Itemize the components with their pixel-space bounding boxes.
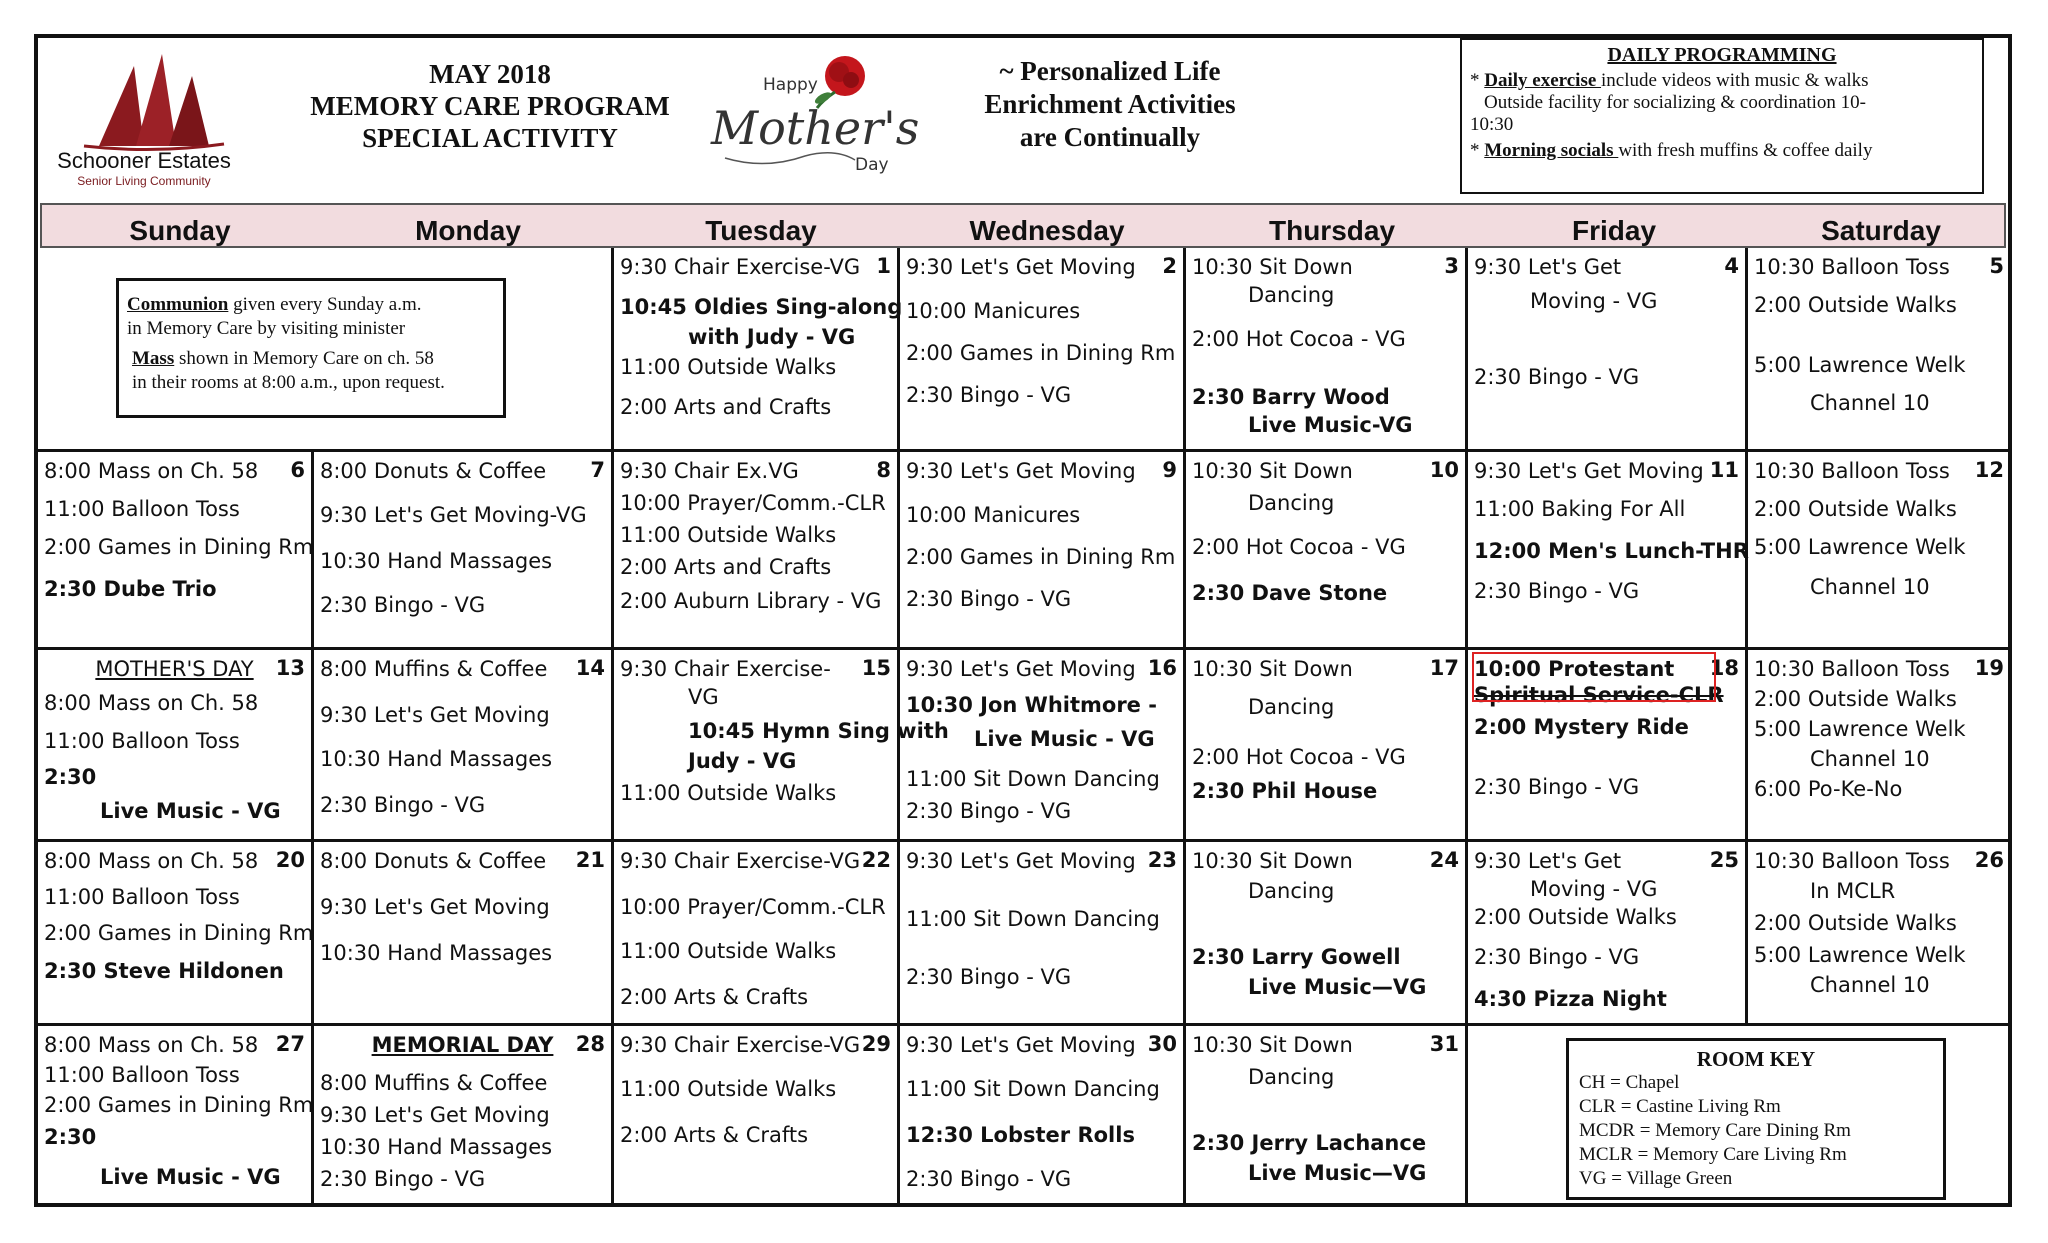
event-line: 2:30 <box>44 765 97 789</box>
day-number: 12 <box>1974 458 2004 482</box>
event-line: 11:00 Sit Down Dancing <box>906 907 1160 931</box>
event-line: MEMORIAL DAY <box>371 1033 554 1057</box>
day-cell[interactable] <box>314 842 614 1026</box>
room-key-entry: MCDR = Memory Care Dining Rm <box>1579 1120 1851 1141</box>
communion-note <box>116 278 506 418</box>
schooner-estates-logo <box>44 46 244 196</box>
communion-line-3: Mass shown in Memory Care on ch. 58 <box>132 348 434 369</box>
day-cell[interactable] <box>900 1026 1186 1206</box>
day-friday: Friday <box>1571 215 1657 246</box>
event-line: 10:30 Balloon Toss <box>1754 459 1950 483</box>
event-line: 11:00 Baking For All <box>1474 497 1686 521</box>
event-line: 8:00 Donuts & Coffee <box>320 849 547 873</box>
event-line: 8:00 Mass on Ch. 58 <box>44 1033 259 1057</box>
event-line: 2:30 Bingo - VG <box>320 1167 486 1191</box>
day-cell[interactable] <box>900 650 1186 842</box>
day-cell[interactable] <box>38 452 314 650</box>
day-cell[interactable] <box>1748 842 2010 1026</box>
event-line: 2:30 Bingo - VG <box>320 593 486 617</box>
event-line: 9:30 Chair Exercise-VG <box>620 1033 861 1057</box>
program-month: MAY 2018 <box>429 59 551 89</box>
room-key-entry: MCLR = Memory Care Living Rm <box>1579 1144 1847 1165</box>
day-cell[interactable] <box>38 1026 314 1206</box>
event-line: Live Music—VG <box>1248 975 1427 999</box>
event-line: 2:30 Bingo - VG <box>320 793 486 817</box>
day-cell[interactable] <box>614 452 900 650</box>
day-number: 11 <box>1709 458 1739 482</box>
event-line: 2:30 Bingo - VG <box>906 383 1072 407</box>
day-number: 28 <box>575 1032 605 1056</box>
day-cell[interactable] <box>1748 452 2010 650</box>
event-line: Live Music—VG <box>1248 1161 1427 1185</box>
event-line: 11:00 Outside Walks <box>620 355 837 379</box>
day-cell[interactable] <box>1468 842 1748 1026</box>
mothers-day-art <box>705 52 920 182</box>
daily-item-2: * Morning socials with fresh muffins & coffee daily <box>1470 140 1873 161</box>
event-line: 2:00 Hot Cocoa - VG <box>1192 745 1406 769</box>
day-number: 10 <box>1429 458 1459 482</box>
event-line: 2:00 Games in Dining Rm <box>44 1093 314 1117</box>
event-line: 2:30 Phil House <box>1192 779 1378 803</box>
daily-programming-box <box>1460 38 1984 194</box>
event-line: MOTHER'S DAY <box>95 657 254 681</box>
event-line: 2:00 Hot Cocoa - VG <box>1192 535 1406 559</box>
event-line: 2:30 Bingo - VG <box>1474 775 1640 799</box>
event-line: 11:00 Sit Down Dancing <box>906 1077 1160 1101</box>
day-cell[interactable] <box>1468 248 1748 452</box>
enrichment-line-1: ~ Personalized Life <box>999 56 1221 86</box>
event-line: 2:30 <box>44 1125 97 1149</box>
daily-item-1-cont: Outside facility for socializing & coordination 10- <box>1484 92 1867 113</box>
day-cell[interactable] <box>614 650 949 842</box>
event-line: 10:30 Balloon Toss <box>1754 255 1950 279</box>
logo-tagline: Senior Living Community <box>77 174 211 188</box>
event-line: 2:00 Arts and Crafts <box>620 555 832 579</box>
day-wednesday: Wednesday <box>969 215 1125 246</box>
event-line: Moving - VG <box>1530 289 1658 313</box>
event-line: 2:30 Steve Hildonen <box>44 959 284 983</box>
day-number: 14 <box>575 656 605 680</box>
day-number: 13 <box>275 656 305 680</box>
day-number: 2 <box>1162 254 1177 278</box>
day-number: 17 <box>1429 656 1459 680</box>
event-line: 5:00 Lawrence Welk <box>1754 353 1966 377</box>
event-line: 11:00 Balloon Toss <box>44 497 240 521</box>
day-number: 29 <box>861 1032 891 1056</box>
event-line: 2:30 Bingo - VG <box>906 799 1072 823</box>
day-number: 23 <box>1147 848 1177 872</box>
event-line: 8:00 Mass on Ch. 58 <box>44 849 259 873</box>
event-line: 2:00 Outside Walks <box>1754 293 1957 317</box>
day-number: 3 <box>1444 254 1459 278</box>
day-number: 24 <box>1429 848 1459 872</box>
event-line: 10:30 Hand Massages <box>320 941 553 965</box>
event-line: Spiritual Service-CLR <box>1474 683 1724 707</box>
event-line: 5:00 Lawrence Welk <box>1754 717 1966 741</box>
event-line: 2:00 Arts & Crafts <box>620 985 809 1009</box>
event-line: Dancing <box>1248 491 1335 515</box>
day-number: 7 <box>590 458 605 482</box>
event-line: 4:30 Pizza Night <box>1474 987 1667 1011</box>
event-line: 8:00 Muffins & Coffee <box>320 1071 548 1095</box>
event-line: Live Music-VG <box>1248 413 1413 437</box>
event-line: 2:30 Bingo - VG <box>906 587 1072 611</box>
room-key-entry: CH = Chapel <box>1579 1072 1680 1093</box>
program-name: MEMORY CARE PROGRAM <box>310 91 670 121</box>
event-line: Dancing <box>1248 695 1335 719</box>
event-line: 10:30 Hand Massages <box>320 549 553 573</box>
event-line: 11:00 Outside Walks <box>620 781 837 805</box>
event-line: 5:00 Lawrence Welk <box>1754 535 1966 559</box>
event-line: 11:00 Balloon Toss <box>44 1063 240 1087</box>
day-cell[interactable] <box>1748 650 2010 842</box>
event-line: 10:30 Jon Whitmore - <box>906 693 1157 717</box>
day-number: 27 <box>275 1032 305 1056</box>
day-sunday: Sunday <box>129 215 231 246</box>
event-line: 9:30 Chair Ex.VG <box>620 459 799 483</box>
day-number: 30 <box>1147 1032 1177 1056</box>
event-line: 9:30 Let's Get Moving <box>906 657 1136 681</box>
event-line: VG <box>688 685 719 709</box>
event-line: 2:00 Outside Walks <box>1754 497 1957 521</box>
event-line: 10:30 Balloon Toss <box>1754 849 1950 873</box>
day-cell[interactable] <box>1186 248 1468 452</box>
day-number: 1 <box>876 254 891 278</box>
event-line: 6:00 Po-Ke-No <box>1754 777 1903 801</box>
event-line: 10:30 Sit Down <box>1192 657 1353 681</box>
day-number: 19 <box>1974 656 2004 680</box>
event-line: 9:30 Let's Get Moving <box>906 255 1136 279</box>
event-line: 8:00 Muffins & Coffee <box>320 657 548 681</box>
day-number: 15 <box>861 656 891 680</box>
event-line: 2:00 Mystery Ride <box>1474 715 1689 739</box>
day-number: 6 <box>290 458 305 482</box>
day-cell[interactable] <box>1186 452 1468 650</box>
day-number: 26 <box>1974 848 2004 872</box>
day-number: 20 <box>275 848 305 872</box>
event-line: 12:00 Men's Lunch-THR <box>1474 539 1749 563</box>
event-line: Dancing <box>1248 879 1335 903</box>
event-line: Dancing <box>1248 283 1335 307</box>
weekday-header <box>40 203 2006 248</box>
event-line: 10:00 Manicures <box>906 503 1081 527</box>
event-line: 10:30 Hand Massages <box>320 747 553 771</box>
event-line: 10:30 Balloon Toss <box>1754 657 1950 681</box>
day-cell[interactable] <box>900 842 1186 1026</box>
event-line: 9:30 Let's Get <box>1474 849 1622 873</box>
room-key-entry: CLR = Castine Living Rm <box>1579 1096 1781 1117</box>
program-title <box>290 58 690 154</box>
sailboat-icon <box>44 46 244 151</box>
day-tuesday: Tuesday <box>705 215 817 246</box>
event-line: 9:30 Let's Get Moving-VG <box>320 503 587 527</box>
day-cell[interactable] <box>38 650 314 842</box>
event-line: 2:00 Games in Dining Rm <box>44 921 314 945</box>
event-line: with Judy - VG <box>688 325 856 349</box>
event-line: 2:30 Barry Wood <box>1192 385 1390 409</box>
communion-line-2: in Memory Care by visiting minister <box>127 318 406 339</box>
event-line: Dancing <box>1248 1065 1335 1089</box>
event-line: 9:30 Let's Get Moving <box>906 1033 1136 1057</box>
day-number: 22 <box>861 848 891 872</box>
day-cell[interactable] <box>1748 248 2010 452</box>
day-cell[interactable] <box>614 248 903 452</box>
event-line: 2:00 Games in Dining Rm <box>906 341 1176 365</box>
day-number: 4 <box>1724 254 1739 278</box>
event-line: 2:00 Games in Dining Rm <box>906 545 1176 569</box>
event-line: 2:00 Arts & Crafts <box>620 1123 809 1147</box>
event-line: 5:00 Lawrence Welk <box>1754 943 1966 967</box>
event-line: 10:30 Sit Down <box>1192 459 1353 483</box>
event-line: 2:00 Hot Cocoa - VG <box>1192 327 1406 351</box>
day-cell[interactable] <box>900 248 1186 452</box>
event-line: 9:30 Chair Exercise-VG <box>620 255 861 279</box>
day-cell[interactable] <box>900 452 1186 650</box>
event-line: 9:30 Let's Get Moving <box>320 703 550 727</box>
communion-line-1: Communion given every Sunday a.m. <box>127 294 422 315</box>
day-number: 18 <box>1709 656 1739 680</box>
event-line: 2:30 Dube Trio <box>44 577 217 601</box>
day-saturday: Saturday <box>1821 215 1941 246</box>
event-line: 2:00 Arts and Crafts <box>620 395 832 419</box>
day-monday: Monday <box>415 215 521 246</box>
event-line: 10:00 Protestant <box>1474 657 1675 681</box>
event-line: 2:30 Bingo - VG <box>1474 945 1640 969</box>
enrichment-line-2: Enrichment Activities <box>984 89 1236 119</box>
event-line: 2:00 Outside Walks <box>1754 911 1957 935</box>
happy-text: Happy <box>763 75 818 95</box>
event-line: 9:30 Let's Get Moving <box>1474 459 1704 483</box>
daily-programming-title: DAILY PROGRAMMING <box>1607 44 1837 66</box>
event-line: In MCLR <box>1810 879 1896 903</box>
event-line: 11:00 Balloon Toss <box>44 885 240 909</box>
event-line: 11:00 Outside Walks <box>620 523 837 547</box>
day-number: 31 <box>1429 1032 1459 1056</box>
event-line: 2:30 Bingo - VG <box>906 965 1072 989</box>
event-line: 10:00 Prayer/Comm.-CLR <box>620 895 886 919</box>
mothers-text: Mother's <box>711 101 920 155</box>
event-line: 2:00 Outside Walks <box>1754 687 1957 711</box>
day-thursday: Thursday <box>1268 215 1396 246</box>
event-line: Live Music - VG <box>974 727 1155 751</box>
enrichment-line-3: are Continually <box>1019 122 1201 152</box>
day-cell[interactable] <box>1468 452 1748 650</box>
event-line: Judy - VG <box>688 749 797 773</box>
event-line: 11:00 Sit Down Dancing <box>906 767 1160 791</box>
event-line: Channel 10 <box>1810 391 1930 415</box>
program-sub: SPECIAL ACTIVITY <box>362 123 618 153</box>
event-line: 9:30 Let's Get Moving <box>906 849 1136 873</box>
daily-item-1: * Daily exercise include videos with music & walks <box>1470 70 1869 91</box>
day-cell[interactable] <box>614 1026 900 1206</box>
event-line: 10:00 Manicures <box>906 299 1081 323</box>
event-line: 10:30 Sit Down <box>1192 1033 1353 1057</box>
day-cell[interactable] <box>1186 1026 1468 1206</box>
event-line: 2:00 Auburn Library - VG <box>620 589 882 613</box>
day-number: 16 <box>1147 656 1177 680</box>
event-line: 2:30 Jerry Lachance <box>1192 1131 1427 1155</box>
event-line: 9:30 Let's Get Moving <box>320 1103 550 1127</box>
event-line: 2:30 Larry Gowell <box>1192 945 1401 969</box>
room-key <box>1566 1038 1946 1200</box>
event-line: 10:45 Oldies Sing-along <box>620 295 903 319</box>
event-line: 10:45 Hymn Sing with <box>688 719 949 743</box>
room-key-title: ROOM KEY <box>1696 1047 1816 1071</box>
event-line: 9:30 Let's Get Moving <box>320 895 550 919</box>
communion-line-4: in their rooms at 8:00 a.m., upon request. <box>132 372 445 393</box>
event-line: 9:30 Let's Get Moving <box>906 459 1136 483</box>
daily-item-1-cont2: 10:30 <box>1470 114 1514 135</box>
event-line: 8:00 Donuts & Coffee <box>320 459 547 483</box>
day-cell[interactable] <box>314 452 614 650</box>
day-text: Day <box>855 155 889 175</box>
event-line: 12:30 Lobster Rolls <box>906 1123 1135 1147</box>
room-key-entry: VG = Village Green <box>1579 1168 1733 1189</box>
day-number: 5 <box>1989 254 2004 278</box>
event-line: Channel 10 <box>1810 973 1930 997</box>
event-line: 2:00 Games in Dining Rm <box>44 535 314 559</box>
event-line: Moving - VG <box>1530 877 1658 901</box>
event-line: 2:30 Dave Stone <box>1192 581 1388 605</box>
day-cell[interactable] <box>314 1026 614 1206</box>
event-line: 10:30 Sit Down <box>1192 849 1353 873</box>
day-cell[interactable] <box>1186 650 1468 842</box>
event-line: 9:30 Chair Exercise- <box>620 657 831 681</box>
event-line: 9:30 Let's Get <box>1474 255 1622 279</box>
day-cell[interactable] <box>1186 842 1468 1026</box>
event-line: Live Music - VG <box>100 1165 281 1189</box>
day-cell[interactable] <box>614 842 900 1026</box>
event-line: 8:00 Mass on Ch. 58 <box>44 691 259 715</box>
event-line: Channel 10 <box>1810 575 1930 599</box>
event-line: 11:00 Balloon Toss <box>44 729 240 753</box>
day-number: 21 <box>575 848 605 872</box>
day-number: 25 <box>1709 848 1739 872</box>
day-cell[interactable] <box>38 842 314 1026</box>
event-line: 8:00 Mass on Ch. 58 <box>44 459 259 483</box>
event-line: 10:00 Prayer/Comm.-CLR <box>620 491 886 515</box>
day-number: 8 <box>876 458 891 482</box>
highlight-box <box>1472 652 1716 702</box>
day-cell[interactable] <box>314 650 614 842</box>
logo-name: Schooner Estates <box>57 148 231 173</box>
event-line: 11:00 Outside Walks <box>620 939 837 963</box>
event-line: 2:30 Bingo - VG <box>1474 579 1640 603</box>
event-line: Channel 10 <box>1810 747 1930 771</box>
event-line: 2:00 Outside Walks <box>1474 905 1677 929</box>
event-line: Live Music - VG <box>100 799 281 823</box>
event-line: 9:30 Chair Exercise-VG <box>620 849 861 873</box>
event-line: 2:30 Bingo - VG <box>906 1167 1072 1191</box>
enrichment-note <box>940 55 1280 154</box>
day-number: 9 <box>1162 458 1177 482</box>
event-line: 11:00 Outside Walks <box>620 1077 837 1101</box>
event-line: 10:30 Hand Massages <box>320 1135 553 1159</box>
event-line: 10:30 Sit Down <box>1192 255 1353 279</box>
event-line: 2:30 Bingo - VG <box>1474 365 1640 389</box>
